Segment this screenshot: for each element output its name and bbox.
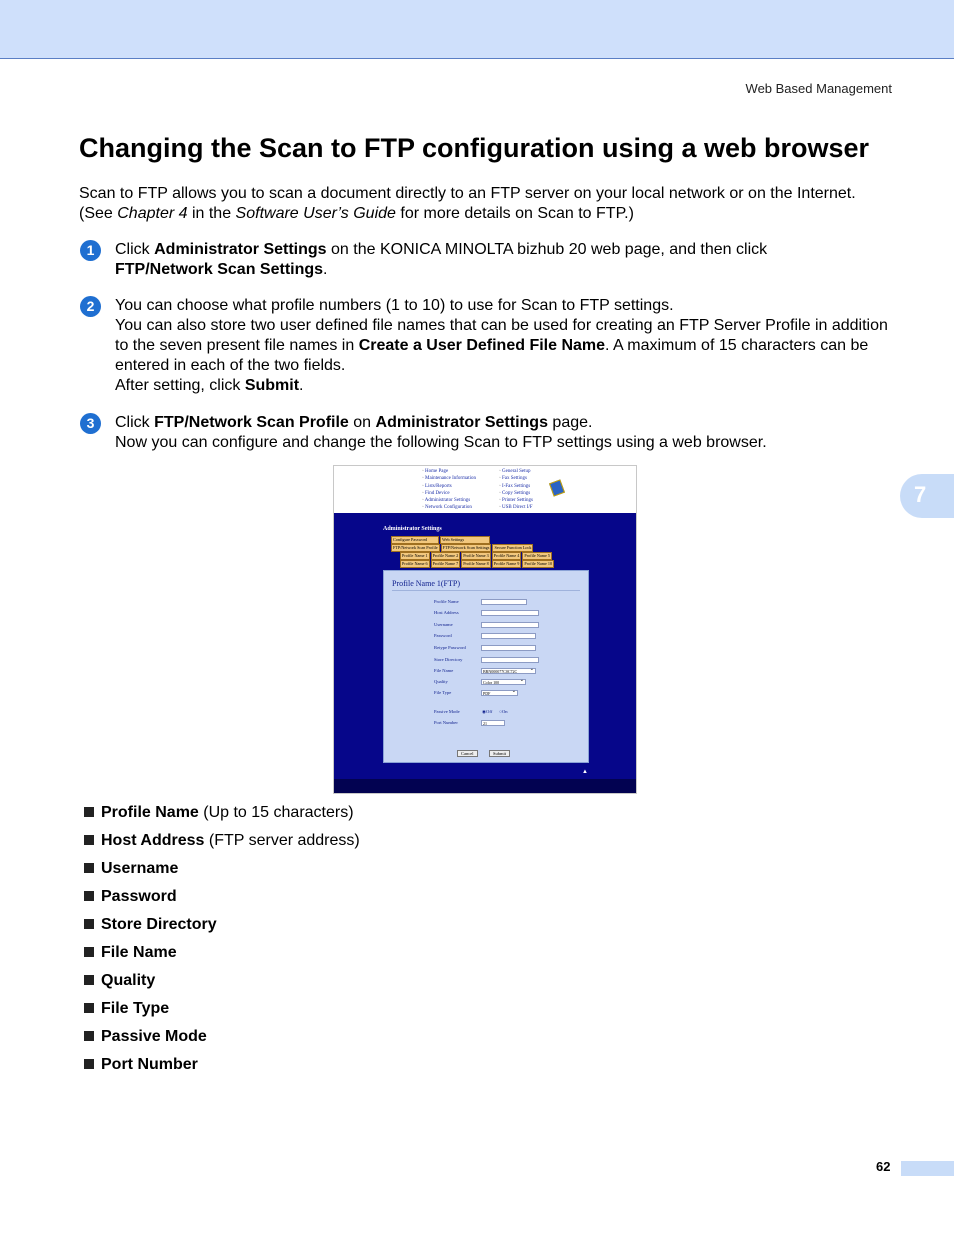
step-bold: Submit xyxy=(244,377,300,394)
username-input[interactable] xyxy=(481,622,539,628)
tab-profile[interactable]: Profile Name 7 xyxy=(432,561,459,566)
intro-suffix: for more details on Scan to FTP.) xyxy=(395,205,634,222)
step-3 xyxy=(80,413,900,453)
field-label: Username xyxy=(434,622,453,627)
chapter-tab xyxy=(900,474,954,518)
tab-configure-password[interactable]: Configure Password xyxy=(391,536,439,544)
intro-paragraph xyxy=(79,184,899,224)
radio-on-label: On xyxy=(501,709,508,714)
profile-name-input[interactable] xyxy=(481,599,527,605)
field-label: Profile Name xyxy=(434,599,459,604)
file-name-select[interactable]: BRN000077C0C72C ⌄ xyxy=(481,668,536,674)
nav-link[interactable]: ◦ Find Device xyxy=(422,490,476,497)
step-1 xyxy=(80,240,900,280)
retype-password-input[interactable] xyxy=(481,645,536,651)
tab-web-settings[interactable]: Web Settings xyxy=(440,536,490,544)
radio-on[interactable]: ○ xyxy=(499,709,502,714)
web-screenshot xyxy=(333,465,637,794)
step-number: 1 xyxy=(80,240,101,261)
scroll-top-icon[interactable]: ▲ xyxy=(582,769,588,775)
profile-panel xyxy=(383,570,589,763)
guide-ref: Software User’s Guide xyxy=(235,205,396,222)
list-item xyxy=(84,943,360,971)
field-label: Host Address xyxy=(434,610,459,615)
nav-link[interactable]: ◦ Fax Settings xyxy=(499,475,533,482)
field-label: Passive Mode xyxy=(434,709,460,714)
tab-row-2 xyxy=(391,544,533,552)
step-2 xyxy=(80,296,900,396)
step-text: You can also store two user defined file names that can be used for creating an FTP Server Profile in addition to the seven present file names in xyxy=(115,317,888,354)
nav-link[interactable]: ◦ Printer Settings xyxy=(499,497,533,504)
nav-link[interactable]: ◦ Home Page xyxy=(422,468,476,475)
step-text: . xyxy=(323,261,328,278)
list-item xyxy=(84,915,360,943)
divider xyxy=(392,590,580,591)
step-text: page. xyxy=(547,414,593,431)
screenshot-footer xyxy=(334,779,637,794)
tab-row-3 xyxy=(400,552,552,560)
item-text: (Up to 15 characters) xyxy=(198,804,354,821)
bullet-square-icon xyxy=(84,835,94,845)
tab-profile[interactable]: Profile Name 3 xyxy=(463,553,489,558)
field-label: File Name xyxy=(434,668,454,673)
bullet-square-icon xyxy=(84,1003,94,1013)
field-label: Retype Password xyxy=(434,645,466,650)
bullet-square-icon xyxy=(84,1059,94,1069)
list-item xyxy=(84,803,360,831)
item-bold: Passive Mode xyxy=(101,1028,207,1045)
field-label: Password xyxy=(434,633,452,638)
list-item xyxy=(84,1055,360,1083)
step-bold: Administrator Settings xyxy=(375,414,548,431)
quality-select[interactable]: Color 100 ⌄ xyxy=(481,679,526,685)
bullet-square-icon xyxy=(84,863,94,873)
item-bold: Port Number xyxy=(101,1056,198,1073)
nav-link[interactable]: ◦ General Setup xyxy=(499,468,533,475)
tab-ftp-scan-profile[interactable]: FTP/Network Scan Profile xyxy=(393,545,438,550)
field-label: Quality xyxy=(434,679,448,684)
page-number: 62 xyxy=(876,1159,891,1174)
step-text: Now you can configure and change the following Scan to FTP settings using a web browser. xyxy=(115,434,767,451)
item-bold: Quality xyxy=(101,972,156,989)
step-bold: FTP/Network Scan Settings xyxy=(115,261,324,278)
step-number: 3 xyxy=(80,413,101,434)
step-text: on xyxy=(348,414,376,431)
step-text: Click xyxy=(115,414,155,431)
item-bold: Username xyxy=(101,860,179,877)
tab-profile[interactable]: Profile Name 4 xyxy=(493,553,520,558)
bullet-square-icon xyxy=(84,1031,94,1041)
settings-list xyxy=(84,803,360,1083)
chapter-number: 7 xyxy=(914,482,927,507)
tab-row-1 xyxy=(391,536,490,544)
file-type-select[interactable]: PDF ⌄ xyxy=(481,690,518,696)
nav-right xyxy=(499,468,533,512)
port-number-input[interactable]: 21 xyxy=(481,720,505,726)
tab-secure-function-lock[interactable]: Secure Function Lock xyxy=(494,545,532,550)
bullet-square-icon xyxy=(84,947,94,957)
tab-profile[interactable]: Profile Name 8 xyxy=(463,561,489,566)
tab-row-4 xyxy=(400,560,554,568)
tab-profile[interactable]: Profile Name 10 xyxy=(524,561,553,566)
step-bold: Administrator Settings xyxy=(154,241,327,258)
item-text: (FTP server address) xyxy=(204,832,360,849)
nav-left xyxy=(422,468,476,512)
bullet-square-icon xyxy=(84,975,94,985)
radio-off-label: Off xyxy=(486,709,493,714)
step-text: . A maximum of 15 characters can be entered in each of the two fields. xyxy=(115,337,869,374)
nav-link[interactable]: ◦ Network Configuration xyxy=(422,504,476,511)
step-bold: FTP/Network Scan Profile xyxy=(154,414,349,431)
passive-mode-radios xyxy=(482,709,508,715)
bullet-square-icon xyxy=(84,891,94,901)
host-address-input[interactable] xyxy=(481,610,539,616)
field-label: Port Number xyxy=(434,720,458,725)
store-directory-input[interactable] xyxy=(481,657,539,663)
step-text: Click xyxy=(115,241,155,258)
item-bold: File Name xyxy=(101,944,177,961)
intro-text: Scan to FTP allows you to scan a document directly to an FTP server on your local network or on the Internet. xyxy=(79,185,856,202)
step-text: You can choose what profile numbers (1 to 10) to use for Scan to FTP settings. xyxy=(115,297,674,314)
item-bold: File Type xyxy=(101,1000,170,1017)
list-item xyxy=(84,971,360,999)
list-item xyxy=(84,831,360,859)
list-item xyxy=(84,1027,360,1055)
chapter-ref: Chapter 4 xyxy=(117,205,188,222)
book-icon xyxy=(549,479,565,496)
intro-see: (See xyxy=(79,205,118,222)
item-bold: Host Address xyxy=(101,832,205,849)
nav-link[interactable]: ◦ I-Fax Settings xyxy=(499,483,533,490)
field-label: Store Directory xyxy=(434,657,463,662)
nav-link[interactable]: ◦ Administrator Settings xyxy=(422,497,476,504)
nav-link[interactable]: ◦ USB Direct I/F xyxy=(499,504,533,511)
tab-profile[interactable]: Profile Name 6 xyxy=(402,561,428,566)
bullet-square-icon xyxy=(84,919,94,929)
list-item xyxy=(84,887,360,915)
password-input[interactable] xyxy=(481,633,536,639)
nav-link[interactable]: ◦ Copy Settings xyxy=(499,490,533,497)
step-text: on the KONICA MINOLTA bizhub 20 web page, and then click xyxy=(326,241,768,258)
admin-title: Administrator Settings xyxy=(383,526,442,532)
item-bold: Password xyxy=(101,888,177,905)
header-band xyxy=(0,0,954,59)
field-label: File Type xyxy=(434,690,452,695)
page-title: Changing the Scan to FTP configuration using a web browser xyxy=(79,133,870,163)
tab-ftp-scan-settings[interactable]: FTP/Network Scan Settings xyxy=(442,545,490,550)
submit-button[interactable]: Submit xyxy=(489,750,510,757)
panel-title: Profile Name 1(FTP) xyxy=(392,579,460,588)
step-number: 2 xyxy=(80,296,101,317)
item-bold: Store Directory xyxy=(101,916,217,933)
radio-off[interactable]: ◉ xyxy=(482,709,487,714)
step-bold: Create a User Defined File Name xyxy=(358,337,606,354)
cancel-button[interactable]: Cancel xyxy=(457,750,478,757)
running-head: Web Based Management xyxy=(745,81,892,96)
tab-profile[interactable]: Profile Name 9 xyxy=(493,561,520,566)
bullet-square-icon xyxy=(84,807,94,817)
list-item xyxy=(84,999,360,1027)
step-text: After setting, click xyxy=(115,377,245,394)
tab-profile[interactable]: Profile Name 5 xyxy=(524,553,550,558)
nav-link[interactable]: ◦ Lists/Reports xyxy=(422,483,476,490)
tab-profile[interactable]: Profile Name 2 xyxy=(432,553,459,558)
item-bold: Profile Name xyxy=(101,804,199,821)
footer-bar xyxy=(901,1161,954,1176)
intro-in-the: in the xyxy=(187,205,236,222)
step-text: . xyxy=(299,377,304,394)
nav-link[interactable]: ◦ Maintenance Information xyxy=(422,475,476,482)
tab-profile[interactable]: Profile Name 1 xyxy=(402,553,428,558)
list-item xyxy=(84,859,360,887)
